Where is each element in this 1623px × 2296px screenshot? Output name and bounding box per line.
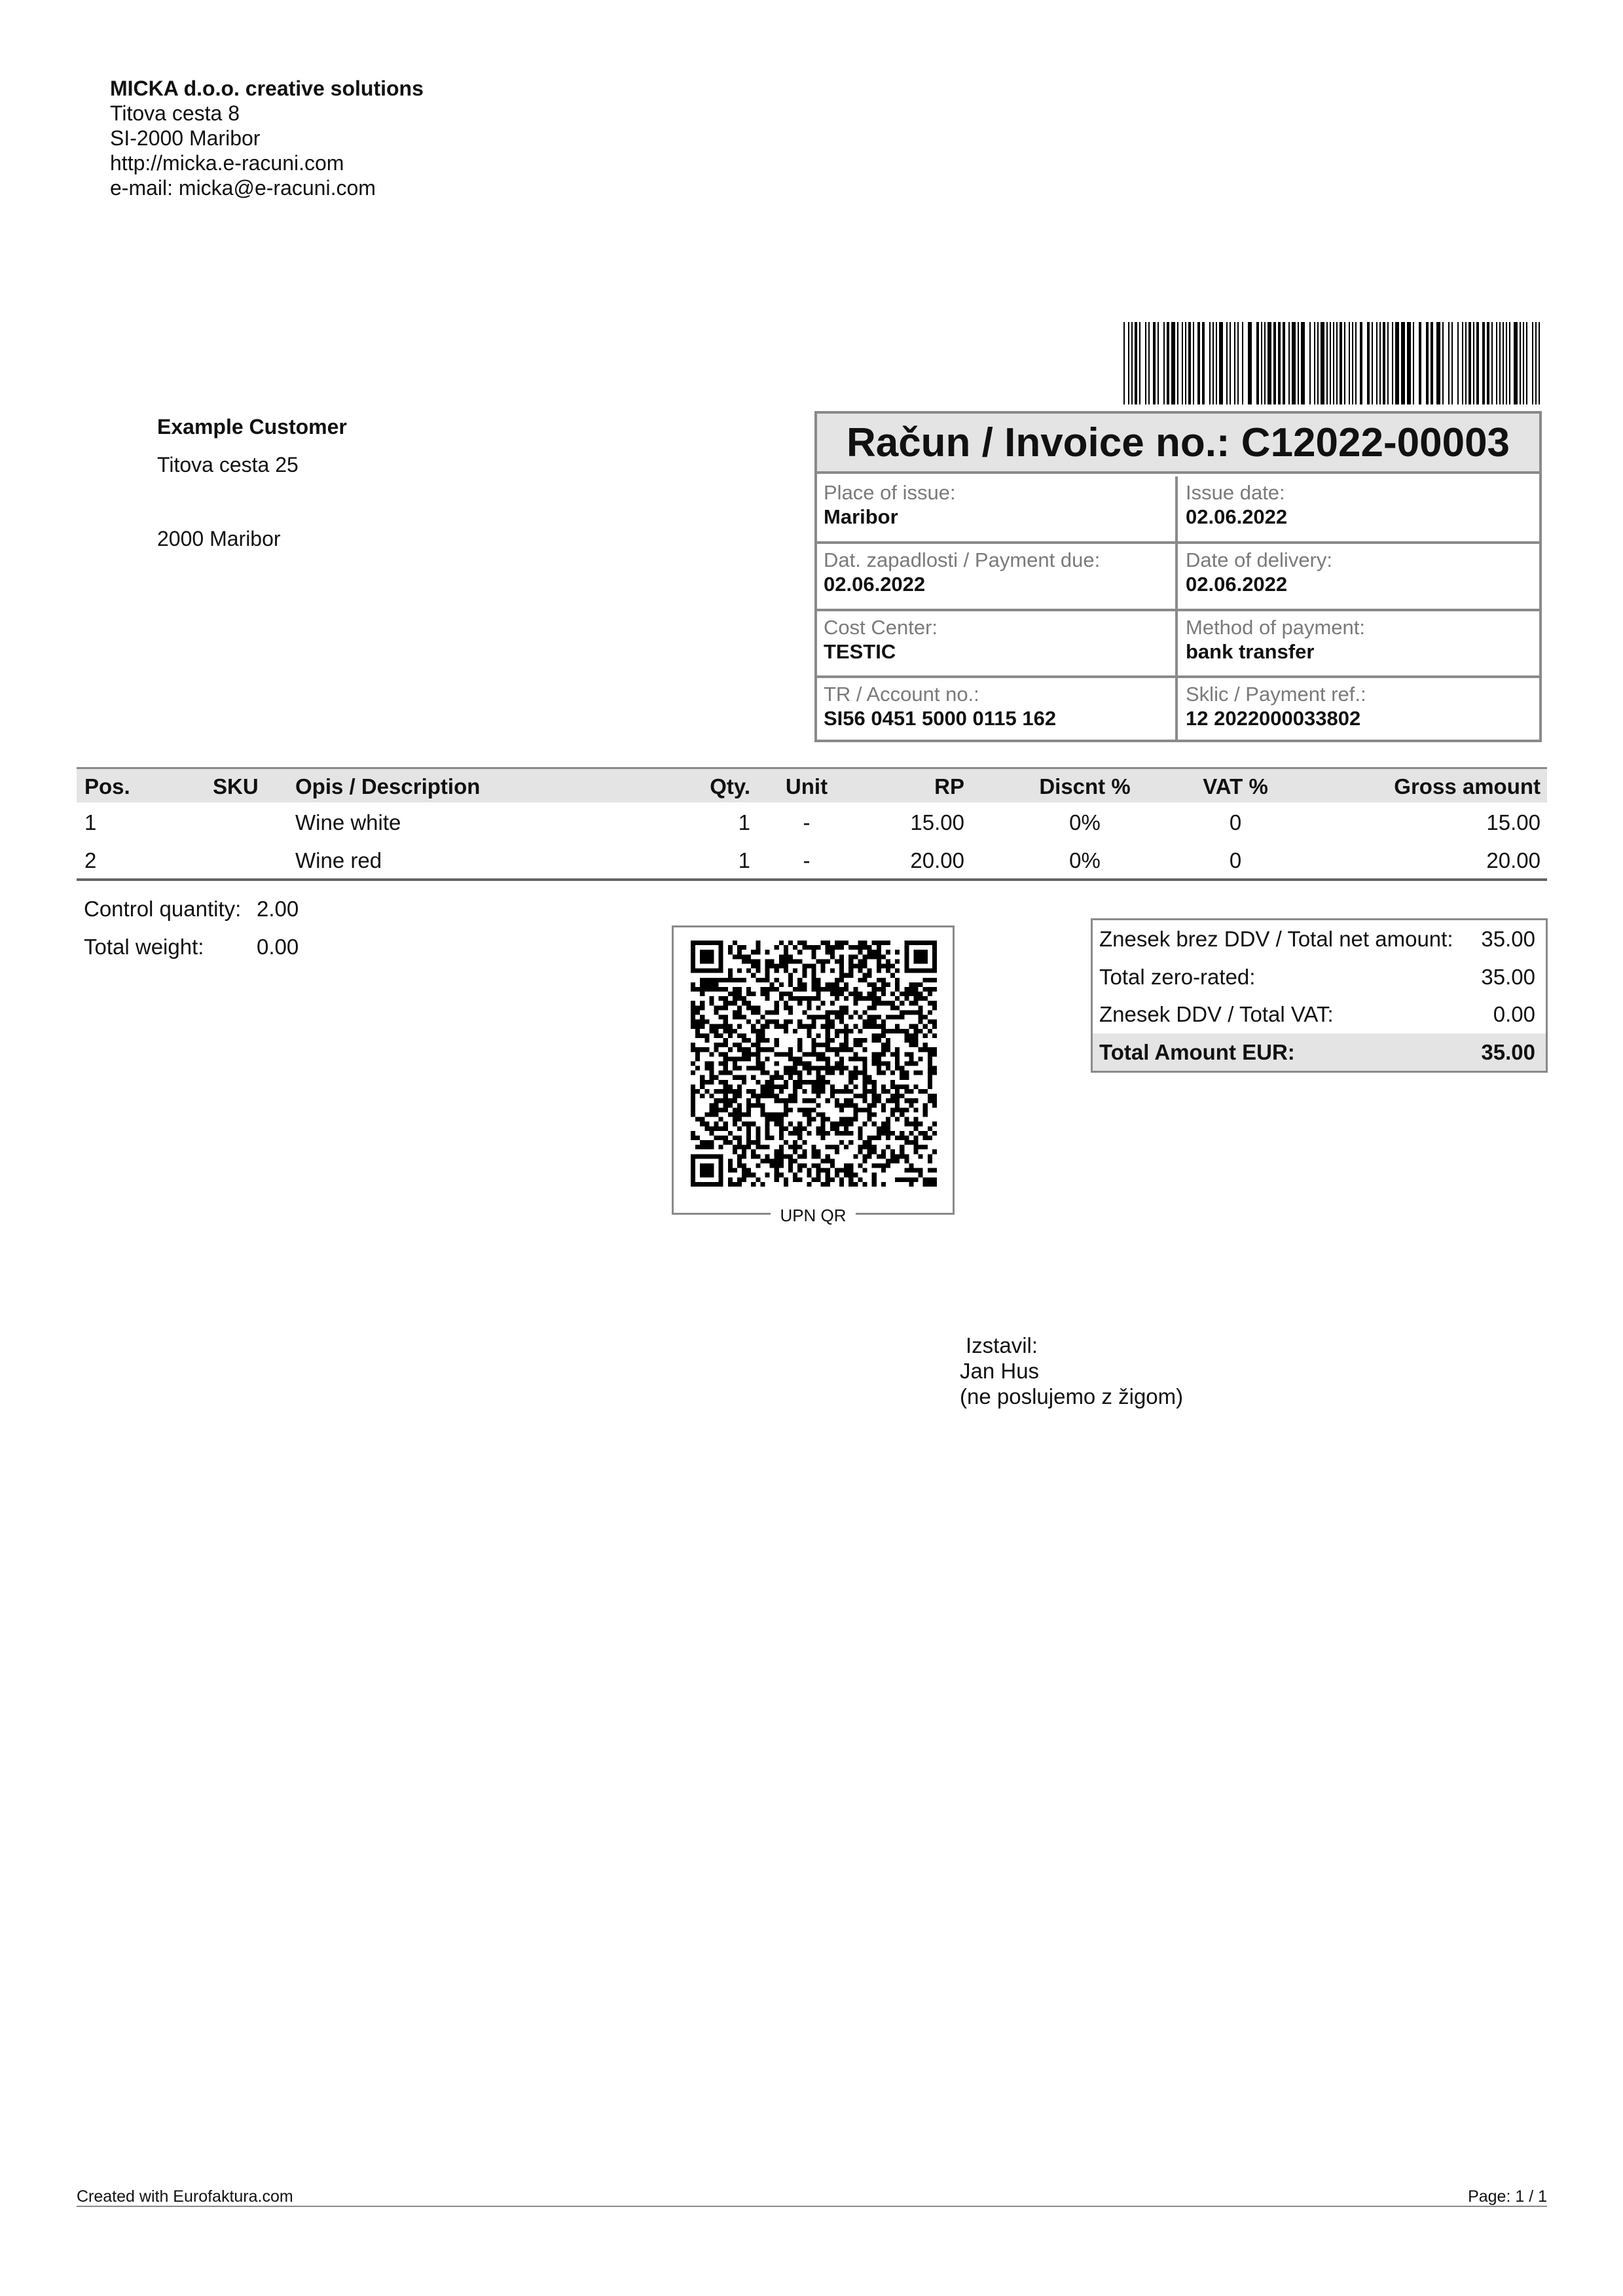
table-row <box>77 840 1547 878</box>
control-quantity-value: 2.00 <box>257 897 299 921</box>
cost-center-value: TESTIC <box>824 640 896 663</box>
total-vat-row <box>1093 996 1546 1033</box>
header-discount: Discnt % <box>1039 774 1131 798</box>
header-unit: Unit <box>785 774 828 798</box>
control-quantity-label: Control quantity: <box>84 897 242 921</box>
cost-center-label: Cost Center: <box>824 616 938 639</box>
customer-street: Titova cesta 25 <box>157 453 299 476</box>
invoice-info-box <box>814 411 1542 742</box>
delivery-date-label: Date of delivery: <box>1186 548 1332 571</box>
company-website: http://micka.e-racuni.com <box>110 151 344 175</box>
items-table <box>77 767 1547 881</box>
place-of-issue-value: Maribor <box>824 505 898 528</box>
customer-city: 2000 Maribor <box>157 527 281 550</box>
payment-reference-label: Sklic / Payment ref.: <box>1186 683 1366 706</box>
cell-rp: 20.00 <box>910 848 964 872</box>
qr-code-image <box>691 941 937 1187</box>
total-zero-rated-value: 35.00 <box>1481 964 1535 989</box>
header-rp: RP <box>934 774 964 798</box>
cell-description: Wine white <box>295 810 401 834</box>
cell-qty: 1 <box>738 848 750 872</box>
cell-gross-amount: 20.00 <box>1486 848 1541 872</box>
total-amount-label: Total Amount EUR: <box>1099 1039 1295 1064</box>
cell-unit: - <box>803 810 811 834</box>
cell-discount: 0% <box>1069 848 1101 872</box>
company-name: MICKA d.o.o. creative solutions <box>110 77 424 100</box>
total-net-value: 35.00 <box>1481 927 1535 951</box>
delivery-date-value: 02.06.2022 <box>1186 573 1288 596</box>
header-pos: Pos. <box>84 774 130 798</box>
company-email: e-mail: micka@e-racuni.com <box>110 176 376 200</box>
company-street: Titova cesta 8 <box>110 101 240 125</box>
account-number-value: SI56 0451 5000 0115 162 <box>824 707 1057 730</box>
invoice-title: Račun / Invoice no.: C12022-00003 <box>817 414 1539 474</box>
total-amount-value: 35.00 <box>1481 1039 1535 1064</box>
cell-unit: - <box>803 848 811 872</box>
signature-block <box>960 1333 1183 1409</box>
header-description: Opis / Description <box>295 774 481 798</box>
payment-due-label: Dat. zapadlosti / Payment due: <box>824 548 1101 571</box>
total-weight-value: 0.00 <box>257 935 299 959</box>
payment-due-cell <box>817 544 1178 611</box>
stamp-note: (ne poslujemo z žigom) <box>960 1384 1184 1408</box>
total-zero-rated-label: Total zero-rated: <box>1099 964 1256 989</box>
issue-date-label: Issue date: <box>1186 481 1285 504</box>
place-of-issue-label: Place of issue: <box>824 481 956 504</box>
cell-discount: 0% <box>1069 810 1101 834</box>
account-number-cell <box>817 678 1178 740</box>
cell-vat: 0 <box>1229 810 1242 834</box>
cost-center-cell <box>817 611 1178 679</box>
total-zero-rated-row <box>1093 958 1546 996</box>
company-address-block <box>110 76 424 200</box>
cell-description: Wine red <box>295 848 382 872</box>
table-header <box>77 767 1547 802</box>
qr-code-frame <box>672 925 955 1225</box>
control-summary <box>84 890 299 966</box>
total-amount-row <box>1093 1033 1546 1071</box>
total-net-row <box>1093 920 1546 958</box>
qr-caption <box>674 1206 953 1226</box>
total-weight-row <box>84 928 299 966</box>
payment-method-label: Method of payment: <box>1186 616 1365 639</box>
company-city: SI-2000 Maribor <box>110 126 261 150</box>
total-net-label: Znesek brez DDV / Total net amount: <box>1099 927 1453 951</box>
cell-rp: 15.00 <box>910 810 964 834</box>
cell-qty: 1 <box>738 810 750 834</box>
cell-gross-amount: 15.00 <box>1486 810 1541 834</box>
customer-address-block <box>157 414 347 552</box>
header-sku: SKU <box>213 774 259 798</box>
customer-name: Example Customer <box>157 415 347 439</box>
delivery-date-cell <box>1179 544 1539 611</box>
table-row <box>77 802 1547 840</box>
total-weight-label: Total weight: <box>84 935 204 959</box>
header-gross-amount: Gross amount <box>1394 774 1541 798</box>
account-number-label: TR / Account no.: <box>824 683 979 706</box>
footer-created-with: Created with Eurofaktura.com <box>77 2187 293 2206</box>
place-of-issue-cell <box>817 476 1178 544</box>
total-vat-value: 0.00 <box>1493 1002 1535 1026</box>
qr-caption-text: UPN QR <box>771 1206 855 1225</box>
issued-by-label: Izstavil: <box>966 1333 1038 1357</box>
cell-vat: 0 <box>1229 848 1242 872</box>
total-vat-label: Znesek DDV / Total VAT: <box>1099 1002 1334 1026</box>
header-vat: VAT % <box>1203 774 1268 798</box>
payment-method-cell <box>1179 611 1539 679</box>
payment-reference-value: 12 2022000033802 <box>1186 707 1361 730</box>
barcode-image <box>1123 322 1540 404</box>
issuer-name: Jan Hus <box>960 1359 1040 1383</box>
control-quantity-row <box>84 890 299 928</box>
issue-date-value: 02.06.2022 <box>1186 505 1288 528</box>
cell-pos: 2 <box>84 848 97 872</box>
issue-date-cell <box>1179 476 1539 544</box>
payment-method-value: bank transfer <box>1186 640 1315 663</box>
header-qty: Qty. <box>710 774 750 798</box>
page-footer <box>77 2187 1547 2207</box>
cell-pos: 1 <box>84 810 97 834</box>
payment-reference-cell <box>1179 678 1539 740</box>
payment-due-value: 02.06.2022 <box>824 573 926 596</box>
footer-page-number: Page: 1 / 1 <box>1468 2187 1547 2206</box>
totals-box <box>1091 918 1548 1073</box>
